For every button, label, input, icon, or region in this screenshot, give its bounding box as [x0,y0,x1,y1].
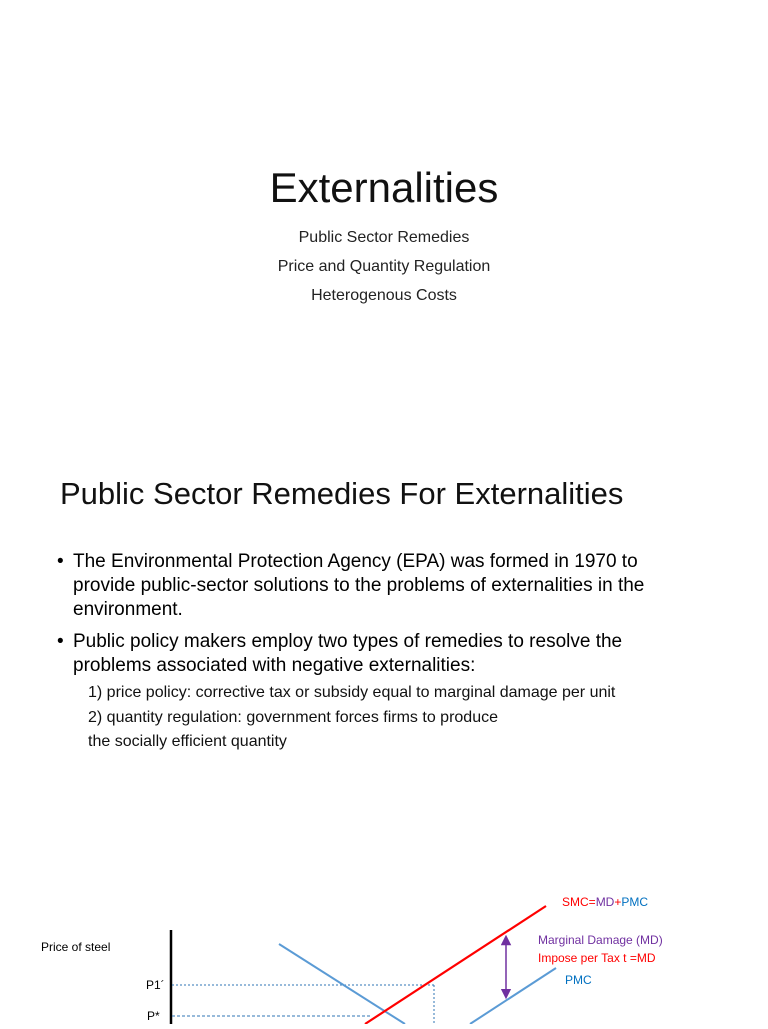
title-slide [0,0,768,430]
subtitle-line: Heterogenous Costs [311,287,457,304]
smc-line [365,906,546,1024]
y-axis-label: Price of steel [41,940,111,954]
tick-label-pstar: P* [147,1009,160,1023]
subtitle-line: Price and Quantity Regulation [277,258,491,275]
steel-externality-chart [0,880,768,1024]
bullet-item [57,550,717,622]
content-slide [0,430,768,1024]
smc-label-part: MD [595,895,615,909]
pmc-label: PMC [565,973,592,987]
numbered-item-continued: the socially efficient quantity [88,733,287,750]
bullet-line: Public policy makers employ two types of remedies to resolve the [73,631,623,652]
tick-label-p1: P1´ [146,978,165,992]
bullet-dot: • [57,631,64,652]
smc-label-part: PMC [621,895,649,909]
smc-label [562,895,648,909]
bullet-line: problems associated with negative externalities: [73,655,476,676]
smc-label-part: SMC= [562,895,596,909]
marginal-damage-label: Marginal Damage (MD) [538,933,663,947]
bullet-item [57,630,717,678]
demand-line [279,944,405,1024]
slide-title: Externalities [269,164,499,211]
smc-label-part: + [614,895,622,909]
bullet-line: The Environmental Protection Agency (EPA) was formed in 1970 to [73,551,638,572]
subtitle-line: Public Sector Remedies [298,229,470,246]
bullet-line: environment. [73,599,183,620]
numbered-item: 1) price policy: corrective tax or subsidy equal to marginal damage per unit [88,684,616,701]
pmc-line [470,968,556,1024]
slide-heading: Public Sector Remedies For Externalities [60,476,624,511]
chart-svg [0,880,768,1024]
tax-label: Impose per Tax t =MD [538,951,656,965]
bullet-dot: • [57,551,64,572]
bullet-line: provide public-sector solutions to the problems of externalities in the [73,575,645,596]
numbered-item: 2) quantity regulation: government forces firms to produce [88,709,498,726]
